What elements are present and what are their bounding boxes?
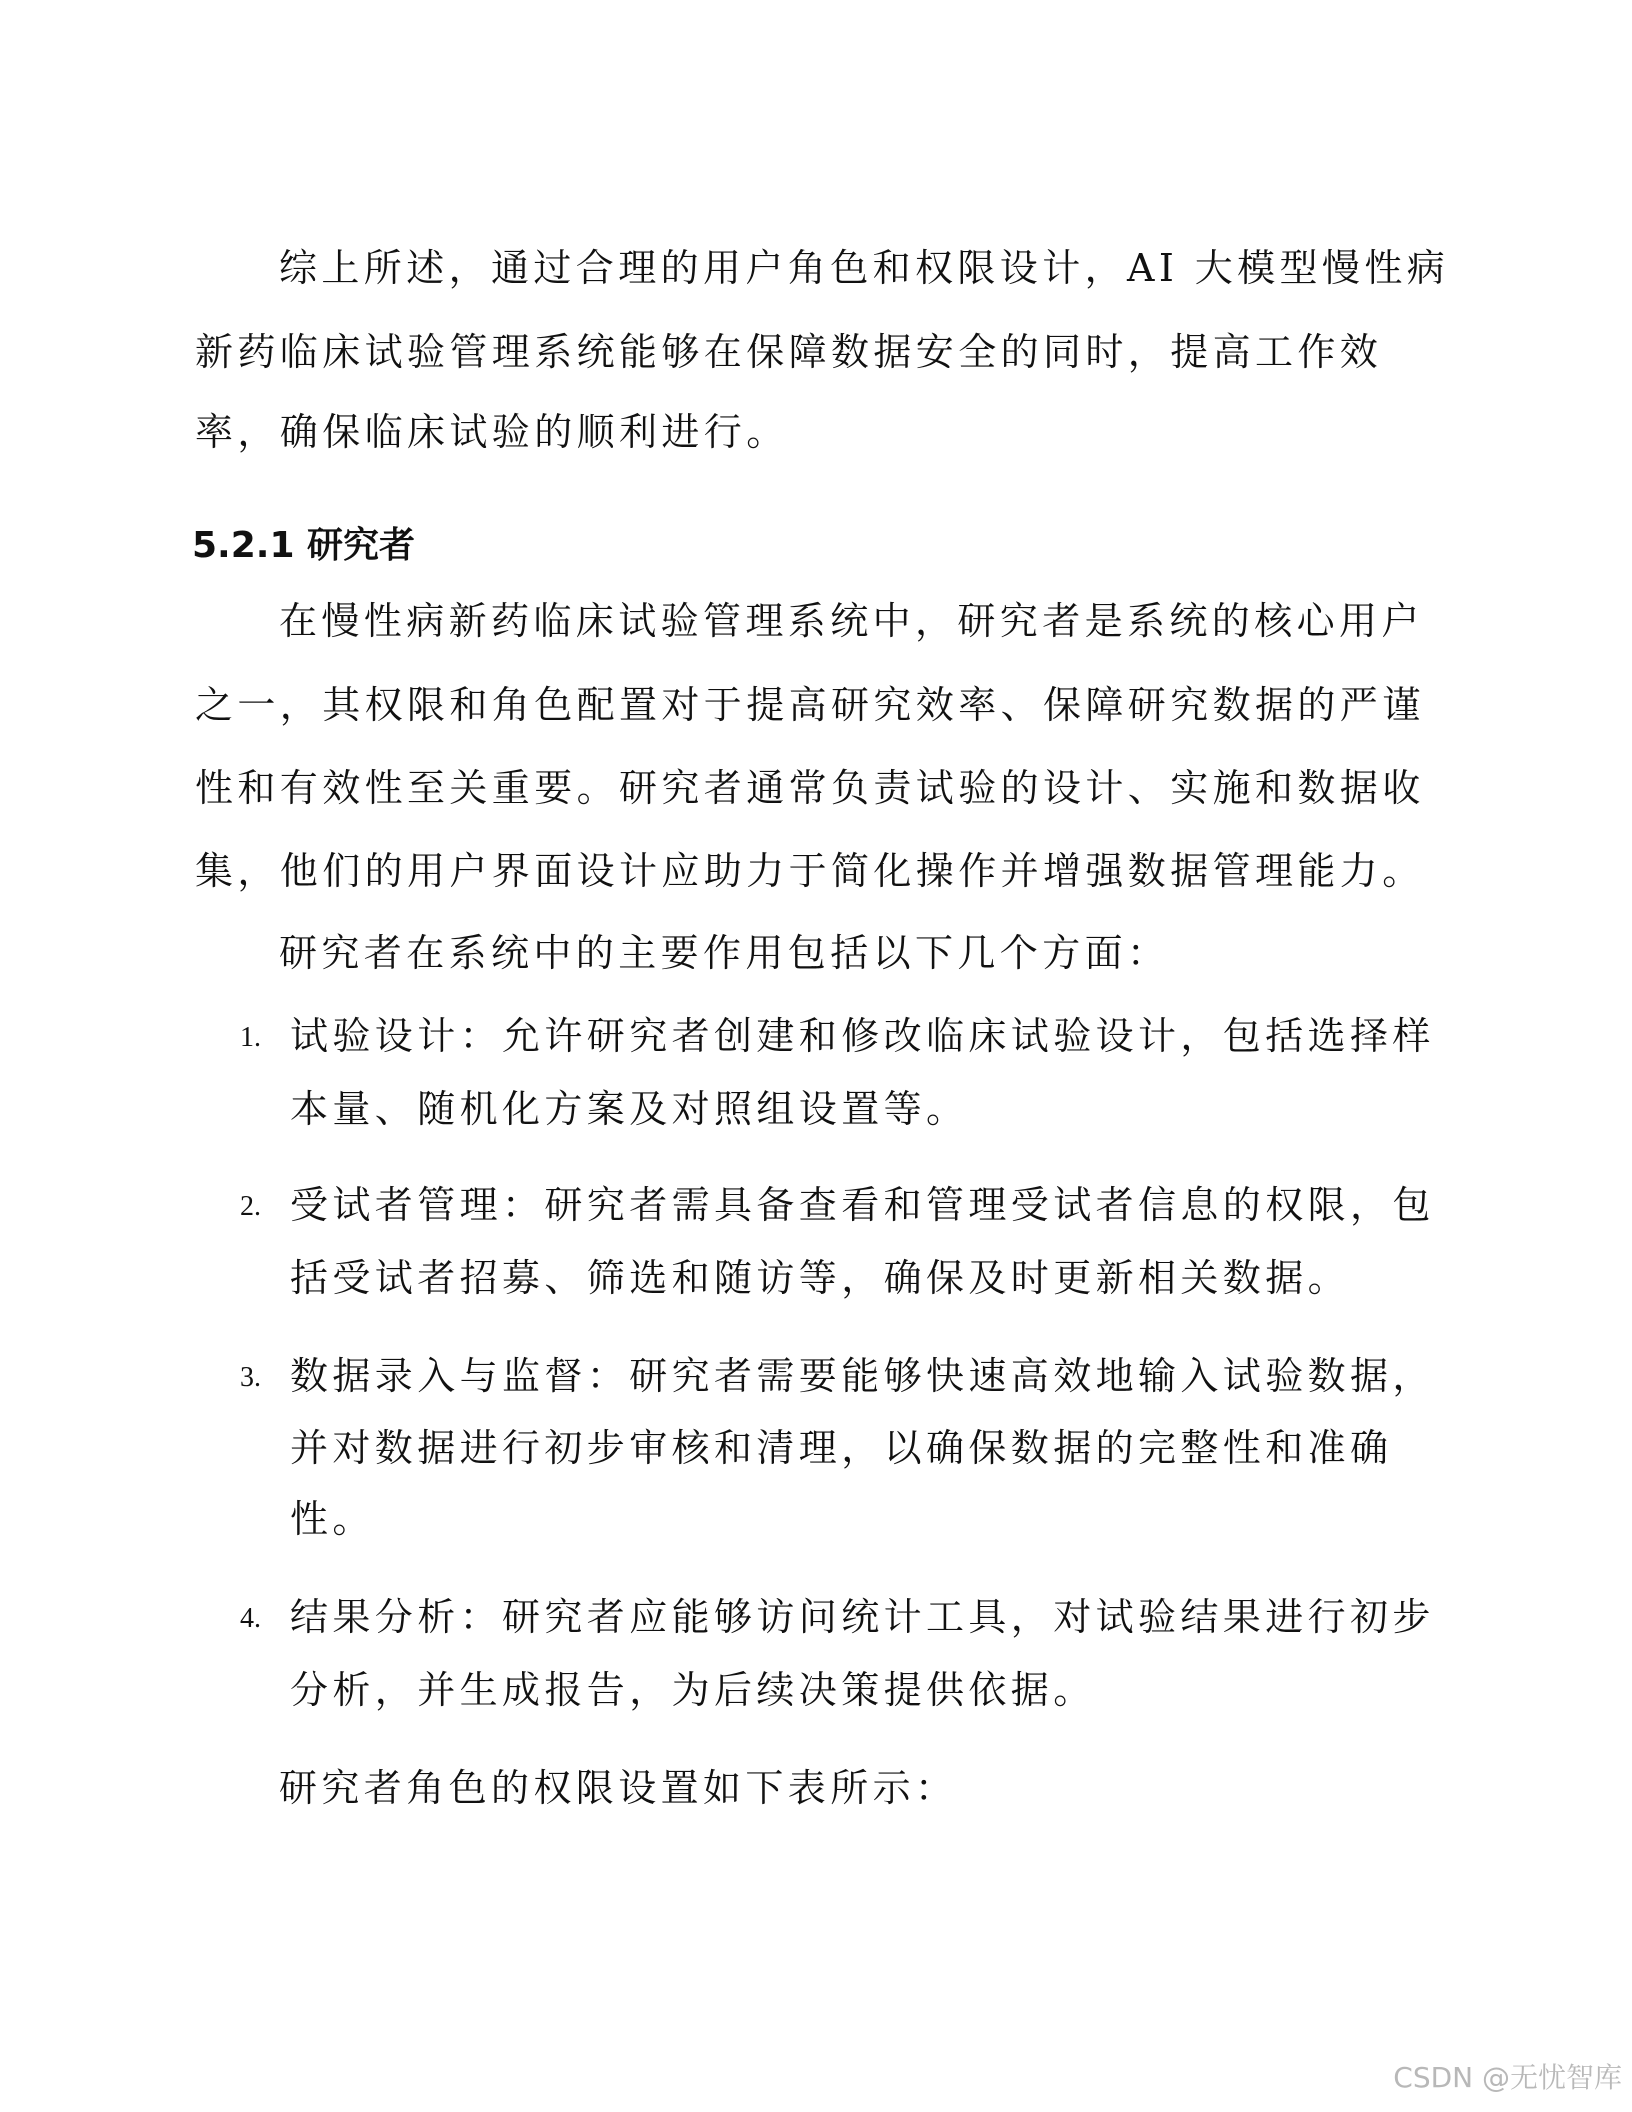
paragraph-intro-line: 在慢性病新药临床试验管理系统中，研究者是系统的核心用户 (279, 599, 1424, 643)
list-item-line: 括受试者招募、筛选和随访等，确保及时更新相关数据。 (290, 1256, 1351, 1300)
list-item-line: 并对数据进行初步审核和清理，以确保数据的完整性和准确 (290, 1426, 1393, 1470)
list-item-line: 受试者管理：研究者需具备查看和管理受试者信息的权限，包 (290, 1183, 1435, 1227)
paragraph-roles-intro: 研究者在系统中的主要作用包括以下几个方面： (279, 931, 1170, 975)
paragraph-table-intro: 研究者角色的权限设置如下表所示： (279, 1766, 958, 1810)
paragraph-intro-line: 集，他们的用户界面设计应助力于简化操作并增强数据管理能力。 (195, 849, 1425, 893)
list-number: 1. (240, 1022, 261, 1053)
list-item-line: 结果分析：研究者应能够访问统计工具，对试验结果进行初步 (290, 1595, 1435, 1639)
paragraph-summary-line: 率，确保临床试验的顺利进行。 (195, 410, 789, 454)
list-number: 3. (240, 1362, 261, 1393)
list-item-line: 数据录入与监督：研究者需要能够快速高效地输入试验数据， (290, 1354, 1435, 1398)
list-number: 2. (240, 1191, 261, 1222)
list-item-line: 性。 (290, 1497, 375, 1541)
watermark: CSDN @无忧智库 (1393, 2061, 1622, 2094)
list-item-line: 本量、随机化方案及对照组设置等。 (290, 1087, 969, 1131)
paragraph-intro-line: 性和有效性至关重要。研究者通常负责试验的设计、实施和数据收 (195, 766, 1425, 810)
list-item-line: 分析，并生成报告，为后续决策提供依据。 (290, 1668, 1096, 1712)
paragraph-intro-line: 之一，其权限和角色配置对于提高研究效率、保障研究数据的严谨 (195, 683, 1425, 727)
list-number: 4. (240, 1603, 261, 1634)
paragraph-summary-line: 综上所述，通过合理的用户角色和权限设计，AI 大模型慢性病 (279, 246, 1450, 290)
paragraph-summary-line: 新药临床试验管理系统能够在保障数据安全的同时，提高工作效 (195, 330, 1383, 374)
section-heading: 5.2.1 研究者 (192, 525, 416, 566)
list-item-line: 试验设计：允许研究者创建和修改临床试验设计，包括选择样 (290, 1014, 1435, 1058)
